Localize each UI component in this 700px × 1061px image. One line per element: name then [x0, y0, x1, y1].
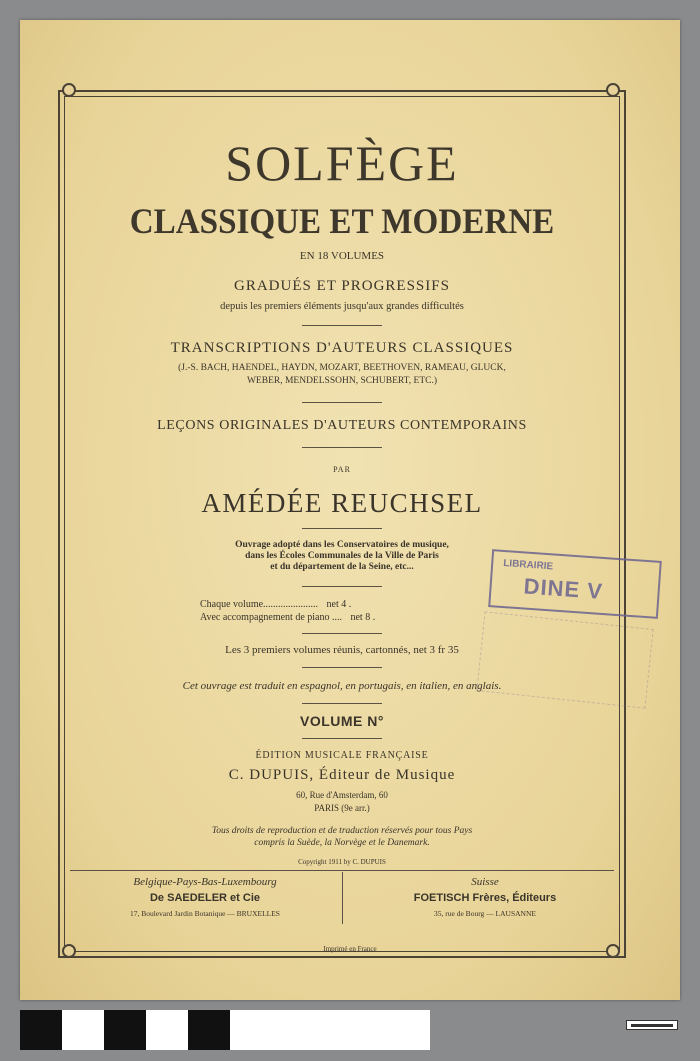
- bundle-price: Les 3 premiers volumes réunis, cartonnés, net 3 fr 35: [225, 644, 459, 656]
- adoption-line: dans les Écoles Communales de la Ville de Paris: [245, 551, 439, 561]
- calibration-swatch: [104, 1010, 146, 1050]
- publisher-city: PARIS (9e arr.): [314, 803, 370, 813]
- price-row: [200, 599, 351, 610]
- graded-detail: depuis les premiers éléments jusqu'aux grandes difficultés: [220, 301, 464, 312]
- translations-note: Cet ouvrage est traduit en espagnol, en portugais, en italien, en anglais.: [182, 680, 502, 692]
- price-label: Avec accompagnement de piano ....: [200, 612, 342, 623]
- calibration-swatch: [62, 1010, 104, 1050]
- divider-rule: [302, 402, 382, 403]
- adoption-line: Ouvrage adopté dans les Conservatoires de musique,: [235, 540, 449, 550]
- adoption-line: et du département de la Seine, etc...: [270, 562, 414, 572]
- calibration-swatch: [188, 1010, 230, 1050]
- rights-notice: [70, 825, 614, 849]
- distributor-region: Suisse: [471, 876, 499, 888]
- price-value: net 8 .: [350, 612, 376, 623]
- subtitle: CLASSIQUE ET MODERNE: [129, 201, 555, 241]
- corner-ornament: [62, 83, 76, 97]
- ink-stamp: [488, 549, 662, 619]
- contemporary-lessons: LEÇONS ORIGINALES D'AUTEURS CONTEMPORAINS: [157, 418, 527, 433]
- rights-line: Tous droits de reproduction et de traduction réservés pour tous Pays: [211, 826, 473, 836]
- column-divider: [342, 872, 343, 924]
- corner-ornament: [606, 83, 620, 97]
- stamp-text: DINE V: [522, 573, 604, 604]
- volume-count: EN 18 VOLUMES: [299, 250, 385, 262]
- by-label: PAR: [333, 465, 351, 474]
- book-cover-page: [20, 20, 680, 1000]
- divider-rule: [302, 703, 382, 704]
- calibration-swatch: [20, 1010, 62, 1050]
- divider-rule: [70, 870, 614, 871]
- grayscale-calibration-bar: [20, 1010, 430, 1050]
- distributor-name: FOETISCH Frères, Éditeurs: [413, 892, 557, 904]
- distributor-address: 35, rue de Bourg — LAUSANNE: [434, 909, 536, 918]
- volume-number: VOLUME N°: [300, 713, 384, 729]
- copyright-notice: Copyright 1911 by C. DUPUIS: [298, 858, 386, 866]
- calibration-swatch: [146, 1010, 188, 1050]
- divider-rule: [302, 633, 382, 634]
- edition-label: ÉDITION MUSICALE FRANÇAISE: [255, 750, 429, 761]
- divider-rule: [302, 667, 382, 668]
- publisher-name: C. DUPUIS, Éditeur de Musique: [228, 767, 456, 783]
- price-value: net 4 .: [326, 599, 352, 610]
- graded-heading: GRADUÉS ET PROGRESSIFS: [234, 278, 450, 294]
- classical-authors: [70, 362, 614, 388]
- divider-rule: [302, 325, 382, 326]
- rights-line: compris la Suède, la Norvège et le Danemark.: [254, 838, 430, 848]
- price-row: [200, 612, 375, 623]
- imprint-note: Imprimé en France: [323, 945, 377, 953]
- calibration-swatch: [230, 1010, 430, 1050]
- divider-rule: [302, 738, 382, 739]
- authors-line: (J.-S. BACH, HAENDEL, HAYDN, MOZART, BEETHOVEN, RAMEAU, GLUCK,: [178, 363, 506, 373]
- distributor-region: Belgique-Pays-Bas-Luxembourg: [133, 876, 277, 888]
- divider-rule: [302, 528, 382, 529]
- stamp-text: LIBRAIRIE: [502, 557, 554, 573]
- scale-ruler: [626, 1020, 678, 1030]
- divider-rule: [302, 447, 382, 448]
- distributor-name: De SAEDELER et Cie: [149, 892, 261, 904]
- main-title: SOLFÈGE: [225, 135, 459, 191]
- price-label: Chaque volume......................: [200, 599, 319, 610]
- distributor-address: 17, Boulevard Jardin Botanique — BRUXELLES: [130, 909, 280, 918]
- belgian-distributor: [70, 876, 340, 918]
- transcriptions-heading: TRANSCRIPTIONS D'AUTEURS CLASSIQUES: [170, 340, 514, 356]
- author-name: AMÉDÉE REUCHSEL: [201, 488, 483, 518]
- publisher-address: 60, Rue d'Amsterdam, 60: [296, 790, 388, 800]
- authors-line: WEBER, MENDELSSOHN, SCHUBERT, ETC.): [246, 376, 438, 386]
- divider-rule: [302, 586, 382, 587]
- swiss-distributor: [350, 876, 620, 918]
